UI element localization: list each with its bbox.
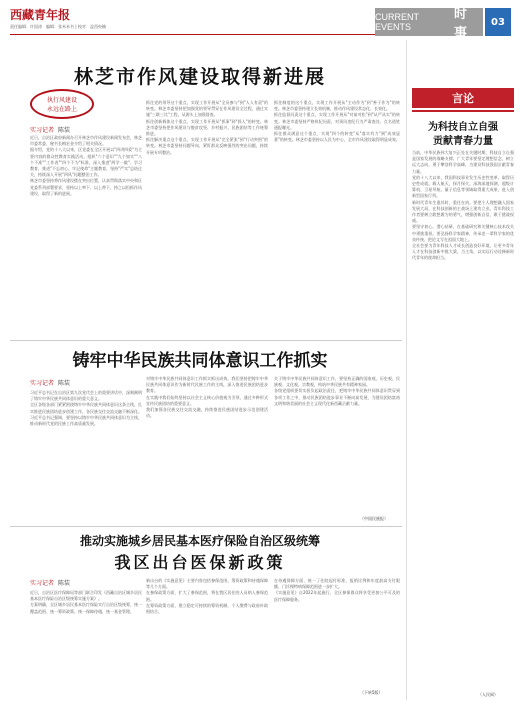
article3-subheadline: 我区出台医保新政策 <box>114 553 286 572</box>
article1-column-3: 抓住制度的这个重点，实现工作开展从"主动作为"到"善于作为"的转变。林芝市委坚持建立长效机制，推动作风建设常态化、长效化。 抓住监督问责这个重点，实现工作开展从"对前对松"到"从严从实"的转变。林芝市委坚持严格执纪问责，对顶风违纪行为严肃查处、点名道姓通报曝光。 抓住群众满意这个重点，实现"四个的转变"从"落实有力"到"成效显著"的转变。林芝市委坚持以人民为中心，全市作风建设取得明显成效。 <box>274 100 400 143</box>
section-english: CURRENT EVENTS <box>375 12 419 32</box>
article2-source: （中国民族报） <box>360 516 388 521</box>
byline-tag: 实习记者 <box>30 127 55 134</box>
article2-column-3: 关于铸牢中华民族共同体意识工作，要坚持正确的国家观、历史观、民族观、文化观、宗教观，构筑中华民族共有精神家园。 各级党组织要切实担负起政治责任，把铸牢中华民族共同体意识贯穿到各项工作之中，推动民族团结进步事业不断向前发展，为建设团结富裕文明和谐美丽的社会主义现代化新西藏贡献力量。 <box>274 376 400 406</box>
article1-headline: 林芝市作风建设取得新进展 <box>73 66 326 88</box>
page-number: 03 <box>485 8 511 36</box>
article2-column-1: 习近平总书记在自治区第九次党代会上的重要讲话中，深刻阐明了铸牢中华民族共同体意识的重大意义。 全区各级各部门紧紧围绕铸牢中华民族共同体意识这条主线，扎实推进民族团结进步创建工作，各民族交往交流交融不断深化。 习近平总书记强调，要坚持以铸牢中华民族共同体意识为主线，推动新时代党的民族工作高质量发展。 <box>30 390 142 427</box>
byline-tag: 实习记者 <box>30 380 55 387</box>
byline-name: 陈装 <box>57 580 70 587</box>
byline-tag: 实习记者 <box>30 580 55 587</box>
article3-column-3: 在待遇保障方面，统一了住院起付标准、报销比例和年度最高支付限额，门诊慢特病保障范围进一步扩大。 《实施意见》自2022年起施行，全区参保群众将享受更加公平可及的医疗保障服务。 <box>274 578 400 602</box>
article2-byline <box>30 378 70 387</box>
article3-byline <box>30 578 70 587</box>
article3-column-2: 新出台的《实施意见》主要内容包括参保范围、筹资政策和待遇保障等几个方面。 在参保政策方面，扩大了参保范围，将在我区居住的人员纳入参保范围。 在筹资政策方面，建立稳定可持续的筹资机制，个人缴费与政府补助相结合。 <box>146 578 268 615</box>
opinion-source: （人民网） <box>478 692 498 697</box>
opinion-title-line1: 为科技自立自强 <box>428 122 498 133</box>
section-banner <box>375 7 483 41</box>
opinion-title-line2: 贡献青春力量 <box>433 136 493 147</box>
article3-source: （下转5版） <box>360 690 383 695</box>
article1-column-1: 近日，自治区政府新闻办召开林芝市作风建设新闻发布会，林芝市委常委、秘书长梅宏金介绍了相关情况。 据介绍，党的十八大以来，区党委在全区开展以"四讲四爱"为主要内容的群众性教育实践活动，组织"六个意识""九个如实""八个不准""工作表""四个不为"标准，深入推进"两学一做"、学习教育，推进"不忘初心、牢记使命"主题教育，坚持"严实"总结过关，持续深入开展"四风"问题整治工作。 林芝市委坚持将作风建设摆在突出位置，认真贯彻落实中央和区党委系列部署要求，坚持以上率下、以上带下，持之以恒抓作风建设，取得了新的进展。 <box>30 135 142 196</box>
byline-name: 陈装 <box>57 127 70 134</box>
divider-line <box>10 526 402 527</box>
byline-name: 陈装 <box>57 380 70 387</box>
divider-line <box>10 340 402 341</box>
opinion-rule <box>412 110 514 112</box>
newspaper-logo: 西藏青年报 <box>10 8 71 22</box>
opinion-label: 言论 <box>412 88 514 108</box>
section-chinese: 时事 <box>453 7 467 41</box>
editor-credits: 责任编辑：许国涛 编辑：张米米书 | 校对：益西央楠 <box>10 24 106 29</box>
article1-byline <box>30 125 70 134</box>
opinion-body: 当前，中华民族伟大复兴正处在关键时期，科技自立自强是国家发展的战略支撑。广大青年要坚定理想信念，树立远大志向，勇于攀登科学高峰，为建设科技强国贡献青春力量。 党的十八大以来，我国科技事业发生历史性变革、取得历史性成就。载人航天、探月探火、深海深地探测、超级计算机、卫星导航、量子信息等领域取得重大成果，进入创新型国家行列。 新时代青年生逢其时，重任在肩。要把个人理想融入国家发展大局，在科技创新的主战场上建功立业。青年科技工作者要树立敢想敢为的勇气，增强创新自信，敢于挑战权威。 要坚守初心、潜心钻研，在基础研究和关键核心技术攻关中勇挑重担。要弘扬科学家精神，传承老一辈科学家的优良传统，把论文写在祖国大地上。 全社会要为青年科技人才成长创造良好环境，让更多青年人才在科技创新中挑大梁、当主角，以实际行动诠释新时代青年的使命担当。 <box>412 150 514 261</box>
stamp-text: 执行风建设 永远在路上 <box>46 97 77 113</box>
article1-column-2: 抓住党的领导这个重点，实现工作开展从"全员参与"到"人人有责"的转变。林芝市委坚持把加强党的领导贯穿在作风建设全过程，通过实施"三联三比"工程，从源头上加强督查。 抓住创新载体这个重点，实现工作开展从"抓事"到"抓人"的转变。林芝市委坚持把作风建设与脱贫攻坚、乡村振兴、民族团结等工作统筹推进。 抓住解决重点这个重点，实现工作开展从"完全紧张"到"行动突围"的转变。林芝市委坚持问题导向，紧盯群众反映强烈的突出问题，持续开展专项整治。 <box>146 100 268 155</box>
article3-column-1: 近日，自治区医疗保障局等部门联合印发《西藏自治区城乡居民基本医疗保险自治区级统筹实施方案》。 方案明确，全区城乡居民基本医疗保险实行自治区级统筹，统一覆盖范围、统一筹资政策、统一保障待遇、统一基金管理。 <box>30 590 142 614</box>
article3-headline: 推动实施城乡居民基本医疗保险自治区级统筹 <box>79 534 320 548</box>
article1-stamp-logo <box>30 89 94 119</box>
article2-column-2: 对铸牢中华民族共同体意识工作抓实抓出成效。我们坚持把铸牢中华民族共同体意识作为新时代民族工作的主线，深入推进民族团结进步教育。 在实践中我们始终坚持以社会主义核心价值观为引领，通过多种形式宣传民族团结的重要意义。 我们加强各民族交往交流交融，持续推进民族团结进步示范创建活动。 <box>146 376 268 419</box>
article2-headline: 铸牢中华民族共同体意识工作抓实 <box>72 351 328 371</box>
masthead-rule <box>10 34 410 35</box>
